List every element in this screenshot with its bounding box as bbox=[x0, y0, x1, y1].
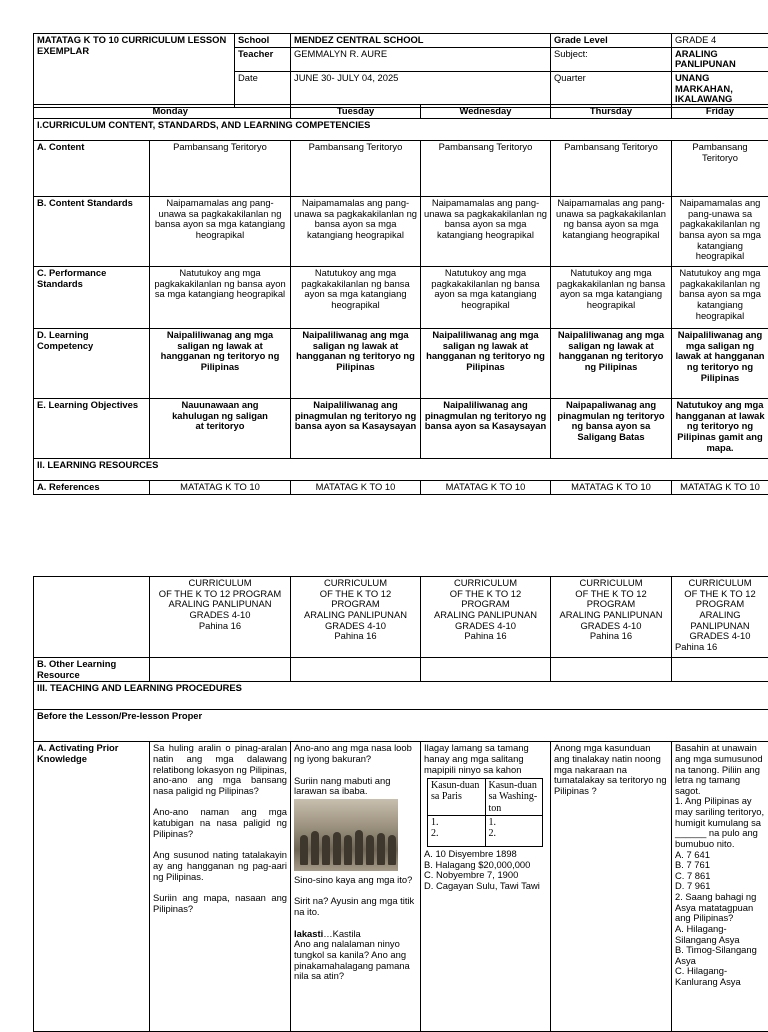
other-resource-cell bbox=[551, 658, 672, 682]
curriculum-reference-friday: CURRICULUM OF THE K TO 12 PROGRAM ARALING PANLIPUNAN GRADES 4-10 Pahina 16 bbox=[672, 577, 768, 658]
content-cell: Pambansang Teritoryo bbox=[672, 141, 768, 197]
curriculum-reference-monday: CURRICULUM OF THE K TO 12 PROGRAM ARALING PANLIPUNAN GRADES 4-10 Pahina 16 bbox=[150, 577, 291, 658]
treaty-washington-header: Kasun-duan sa Washing-ton bbox=[485, 779, 543, 816]
quarter-label: Quarter bbox=[551, 71, 672, 107]
section-teaching-procedures: III. TEACHING AND LEARNING PROCEDURES bbox=[34, 682, 768, 710]
competency-cell: Naipaliliwanag ang mga saligan ng lawak at hangganan ng teritoryo ng Pilipinas bbox=[672, 329, 768, 399]
day-tuesday: Tuesday bbox=[291, 105, 421, 119]
row-label-content-standards: B. Content Standards bbox=[34, 197, 150, 267]
content-standards-cell: Naipamamalas ang pang-unawa sa pagkakakilanlan ng bansa ayon sa mga katangiang heograpikal bbox=[551, 197, 672, 267]
reference-cell: MATATAG K TO 10 bbox=[551, 481, 672, 495]
objective-cell: Naipaliliwanag ang pinagmulan ng teritoryo ng bansa ayon sa Kasaysayan bbox=[421, 399, 551, 459]
teacher-value: GEMMALYN R. AURE bbox=[291, 47, 551, 71]
objective-cell: Naipapaliwanag ang pinagmulan ng teritoryo ng bansa ayon sa Saligang Batas bbox=[551, 399, 672, 459]
row-label-learning-objectives: E. Learning Objectives bbox=[34, 399, 150, 459]
reference-cell: MATATAG K TO 10 bbox=[672, 481, 768, 495]
quarter-value: UNANG MARKAHAN, IKALAWANG bbox=[672, 71, 768, 107]
objective-cell: Nauunawaan ang kahulugan ng saligan at teritoryo bbox=[150, 399, 291, 459]
performance-standards-cell: Natutukoy ang mga pagkakakilanlan ng bansa ayon sa mga katangiang heograpikal bbox=[672, 267, 768, 329]
teacher-label: Teacher bbox=[235, 47, 291, 71]
section-before-lesson: Before the Lesson/Pre-lesson Proper bbox=[34, 710, 768, 742]
row-label-other-learning-resource: B. Other Learning Resource bbox=[34, 658, 150, 682]
other-resource-cell bbox=[672, 658, 768, 682]
curriculum-reference-tuesday: CURRICULUM OF THE K TO 12 PROGRAM ARALING PANLIPUNAN GRADES 4-10 Pahina 16 bbox=[291, 577, 421, 658]
treaty-paris-header: Kasun-duan sa Paris bbox=[428, 779, 486, 816]
daily-plan-table bbox=[33, 104, 768, 495]
lesson-plan-table bbox=[33, 33, 768, 108]
soldiers-group-photo bbox=[294, 799, 398, 871]
curriculum-reference-wednesday: CURRICULUM OF THE K TO 12 PROGRAM ARALING PANLIPUNAN GRADES 4-10 Pahina 16 bbox=[421, 577, 551, 658]
content-cell: Pambansang Teritoryo bbox=[150, 141, 291, 197]
treaty-washington-answers: 1. 2. bbox=[485, 816, 543, 847]
row-label-activating-prior-knowledge: A. Activating Prior Knowledge bbox=[34, 742, 150, 1032]
subject-label: Subject: bbox=[551, 47, 672, 71]
curriculum-reference-thursday: CURRICULUM OF THE K TO 12 PROGRAM ARALING PANLIPUNAN GRADES 4-10 Pahina 16 bbox=[551, 577, 672, 658]
scrambled-word: Iakasti bbox=[294, 928, 323, 939]
treaty-sorting-table bbox=[427, 778, 543, 847]
competency-cell: Naipaliliwanag ang mga saligan ng lawak at hangganan ng teritoryo ng Pilipinas bbox=[150, 329, 291, 399]
objective-cell: Natutukoy ang mga hangganan at lawak ng teritoryo ng Pilipinas gamit ang mapa. bbox=[672, 399, 768, 459]
competency-cell: Naipaliliwanag ang mga saligan ng lawak at hangganan ng teritoryo ng Pilipinas bbox=[551, 329, 672, 399]
day-monday: Monday bbox=[150, 105, 291, 119]
performance-standards-cell: Natutukoy ang mga pagkakakilanlan ng bansa ayon sa mga katangiang heograpikal bbox=[421, 267, 551, 329]
content-standards-cell: Naipamamalas ang pang-unawa sa pagkakakilanlan ng bansa ayon sa mga katangiang heograpikal bbox=[672, 197, 768, 267]
content-cell: Pambansang Teritoryo bbox=[551, 141, 672, 197]
row-label-references: A. References bbox=[34, 481, 150, 495]
activating-monday: Sa huling aralin o pinag-aralan natin ang mga dalawang relatibong lokasyon ng Pilipinas, ano-ano ang mga bansang nasa paligid ng Pilipinas? Ano-ano naman ang mga katubigan na nasa paligid ng Pilipinas? Ang susunod nating tatalakayin ay ang hangganan ng pag-aari ng Pilipinas. Suriin ang mapa, nasaan ang Pilipinas? bbox=[150, 742, 291, 1032]
row-label-content: A. Content bbox=[34, 141, 150, 197]
activating-friday: Basahin at unawain ang mga sumusunod na tanong. Piliin ang letra ng tamang sagot. 1. Ang Pilipinas ay may sariling teritoryo, humigit kumulang sa ______ na pulo ang bumubuo nito. A. 7 641 B. 7 761 C. 7 861 D. 7 961 2. Saang bahagi ng Asya matatagpuan ang Pilipinas? A. Hilagang-Silangang Asya B. Timog-Silangang Asya C. Hilagang-Kanlurang Asya bbox=[672, 742, 768, 1032]
row-label-performance-standards: C. Performance Standards bbox=[34, 267, 150, 329]
daily-plan-table-continued bbox=[33, 576, 768, 1032]
content-standards-cell: Naipamamalas ang pang-unawa sa pagkakakilanlan ng bansa ayon sa mga katangiang heograpikal bbox=[291, 197, 421, 267]
performance-standards-cell: Natutukoy ang mga pagkakakilanlan ng bansa ayon sa mga katangiang heograpikal bbox=[551, 267, 672, 329]
content-standards-cell: Naipamamalas ang pang-unawa sa pagkakakilanlan ng bansa ayon sa mga katangiang heograpikal bbox=[421, 197, 551, 267]
content-cell: Pambansang Teritoryo bbox=[291, 141, 421, 197]
competency-cell: Naipaliliwanag ang mga saligan ng lawak at hangganan ng teritoryo ng Pilipinas bbox=[421, 329, 551, 399]
subject-value: ARALING PANLIPUNAN bbox=[672, 47, 768, 71]
reference-cell: MATATAG K TO 10 bbox=[421, 481, 551, 495]
other-resource-cell bbox=[150, 658, 291, 682]
reference-cell: MATATAG K TO 10 bbox=[150, 481, 291, 495]
activating-tuesday: Ano-ano ang mga nasa loob ng iyong bakuran? Suriin nang mabuti ang larawan sa ibaba. Sino-sino kaya ang mga ito? Sirit na? Ayusin ang mga titik na ito. Iakasti…Kastila Ano ang nalalaman ninyo tungkol sa kanila? Ano ang pinakamahalagang pamana nila sa atin? bbox=[291, 742, 421, 1032]
activating-wednesday: Ilagay lamang sa tamang hanay ang mga salitang mapipili ninyo sa kahon Kasun-duan sa Paris Kasun-duan sa Washing-ton 1. 2. 1. 2. A. 10 Disyembre 1898 B. Halagang $20,000,000 C. Nobyembre 7, 1900 D. Cagayan Sulu, Tawi Tawi bbox=[421, 742, 551, 1032]
performance-standards-cell: Natutukoy ang mga pagkakakilanlan ng bansa ayon sa mga katangiang heograpikal bbox=[291, 267, 421, 329]
grade-level-label: Grade Level bbox=[551, 34, 672, 48]
competency-cell: Naipaliliwanag ang mga saligan ng lawak at hangganan ng teritoryo ng Pilipinas bbox=[291, 329, 421, 399]
section-curriculum: I.CURRICULUM CONTENT, STANDARDS, AND LEARNING COMPETENCIES bbox=[34, 119, 768, 141]
content-standards-cell: Naipamamalas ang pang-unawa sa pagkakakilanlan ng bansa ayon sa mga katangiang heograpikal bbox=[150, 197, 291, 267]
day-thursday: Thursday bbox=[551, 105, 672, 119]
performance-standards-cell: Natutukoy ang mga pagkakakilanlan ng bansa ayon sa mga katangiang heograpikal bbox=[150, 267, 291, 329]
school-value: MENDEZ CENTRAL SCHOOL bbox=[291, 34, 551, 48]
treaty-paris-answers: 1. 2. bbox=[428, 816, 486, 847]
other-resource-cell bbox=[421, 658, 551, 682]
date-label: Date bbox=[235, 71, 291, 107]
day-friday: Friday bbox=[672, 105, 768, 119]
section-learning-resources: II. LEARNING RESOURCES bbox=[34, 459, 768, 481]
document-title: MATATAG K TO 10 CURRICULUM LESSON EXEMPLAR bbox=[34, 34, 235, 108]
activating-thursday: Anong mga kasunduan ang tinalakay natin noong mga nakaraan na tumatalakay sa teritoryo ng Pilipinas ? bbox=[551, 742, 672, 1032]
objective-cell: Naipaliliwanag ang pinagmulan ng teritoryo ng bansa ayon sa Kasaysayan bbox=[291, 399, 421, 459]
row-label-learning-competency: D. Learning Competency bbox=[34, 329, 150, 399]
content-cell: Pambansang Teritoryo bbox=[421, 141, 551, 197]
school-label: School bbox=[235, 34, 291, 48]
other-resource-cell bbox=[291, 658, 421, 682]
grade-level-value: GRADE 4 bbox=[672, 34, 768, 48]
date-value: JUNE 30- JULY 04, 2025 bbox=[291, 71, 551, 107]
day-wednesday: Wednesday bbox=[421, 105, 551, 119]
reference-cell: MATATAG K TO 10 bbox=[291, 481, 421, 495]
